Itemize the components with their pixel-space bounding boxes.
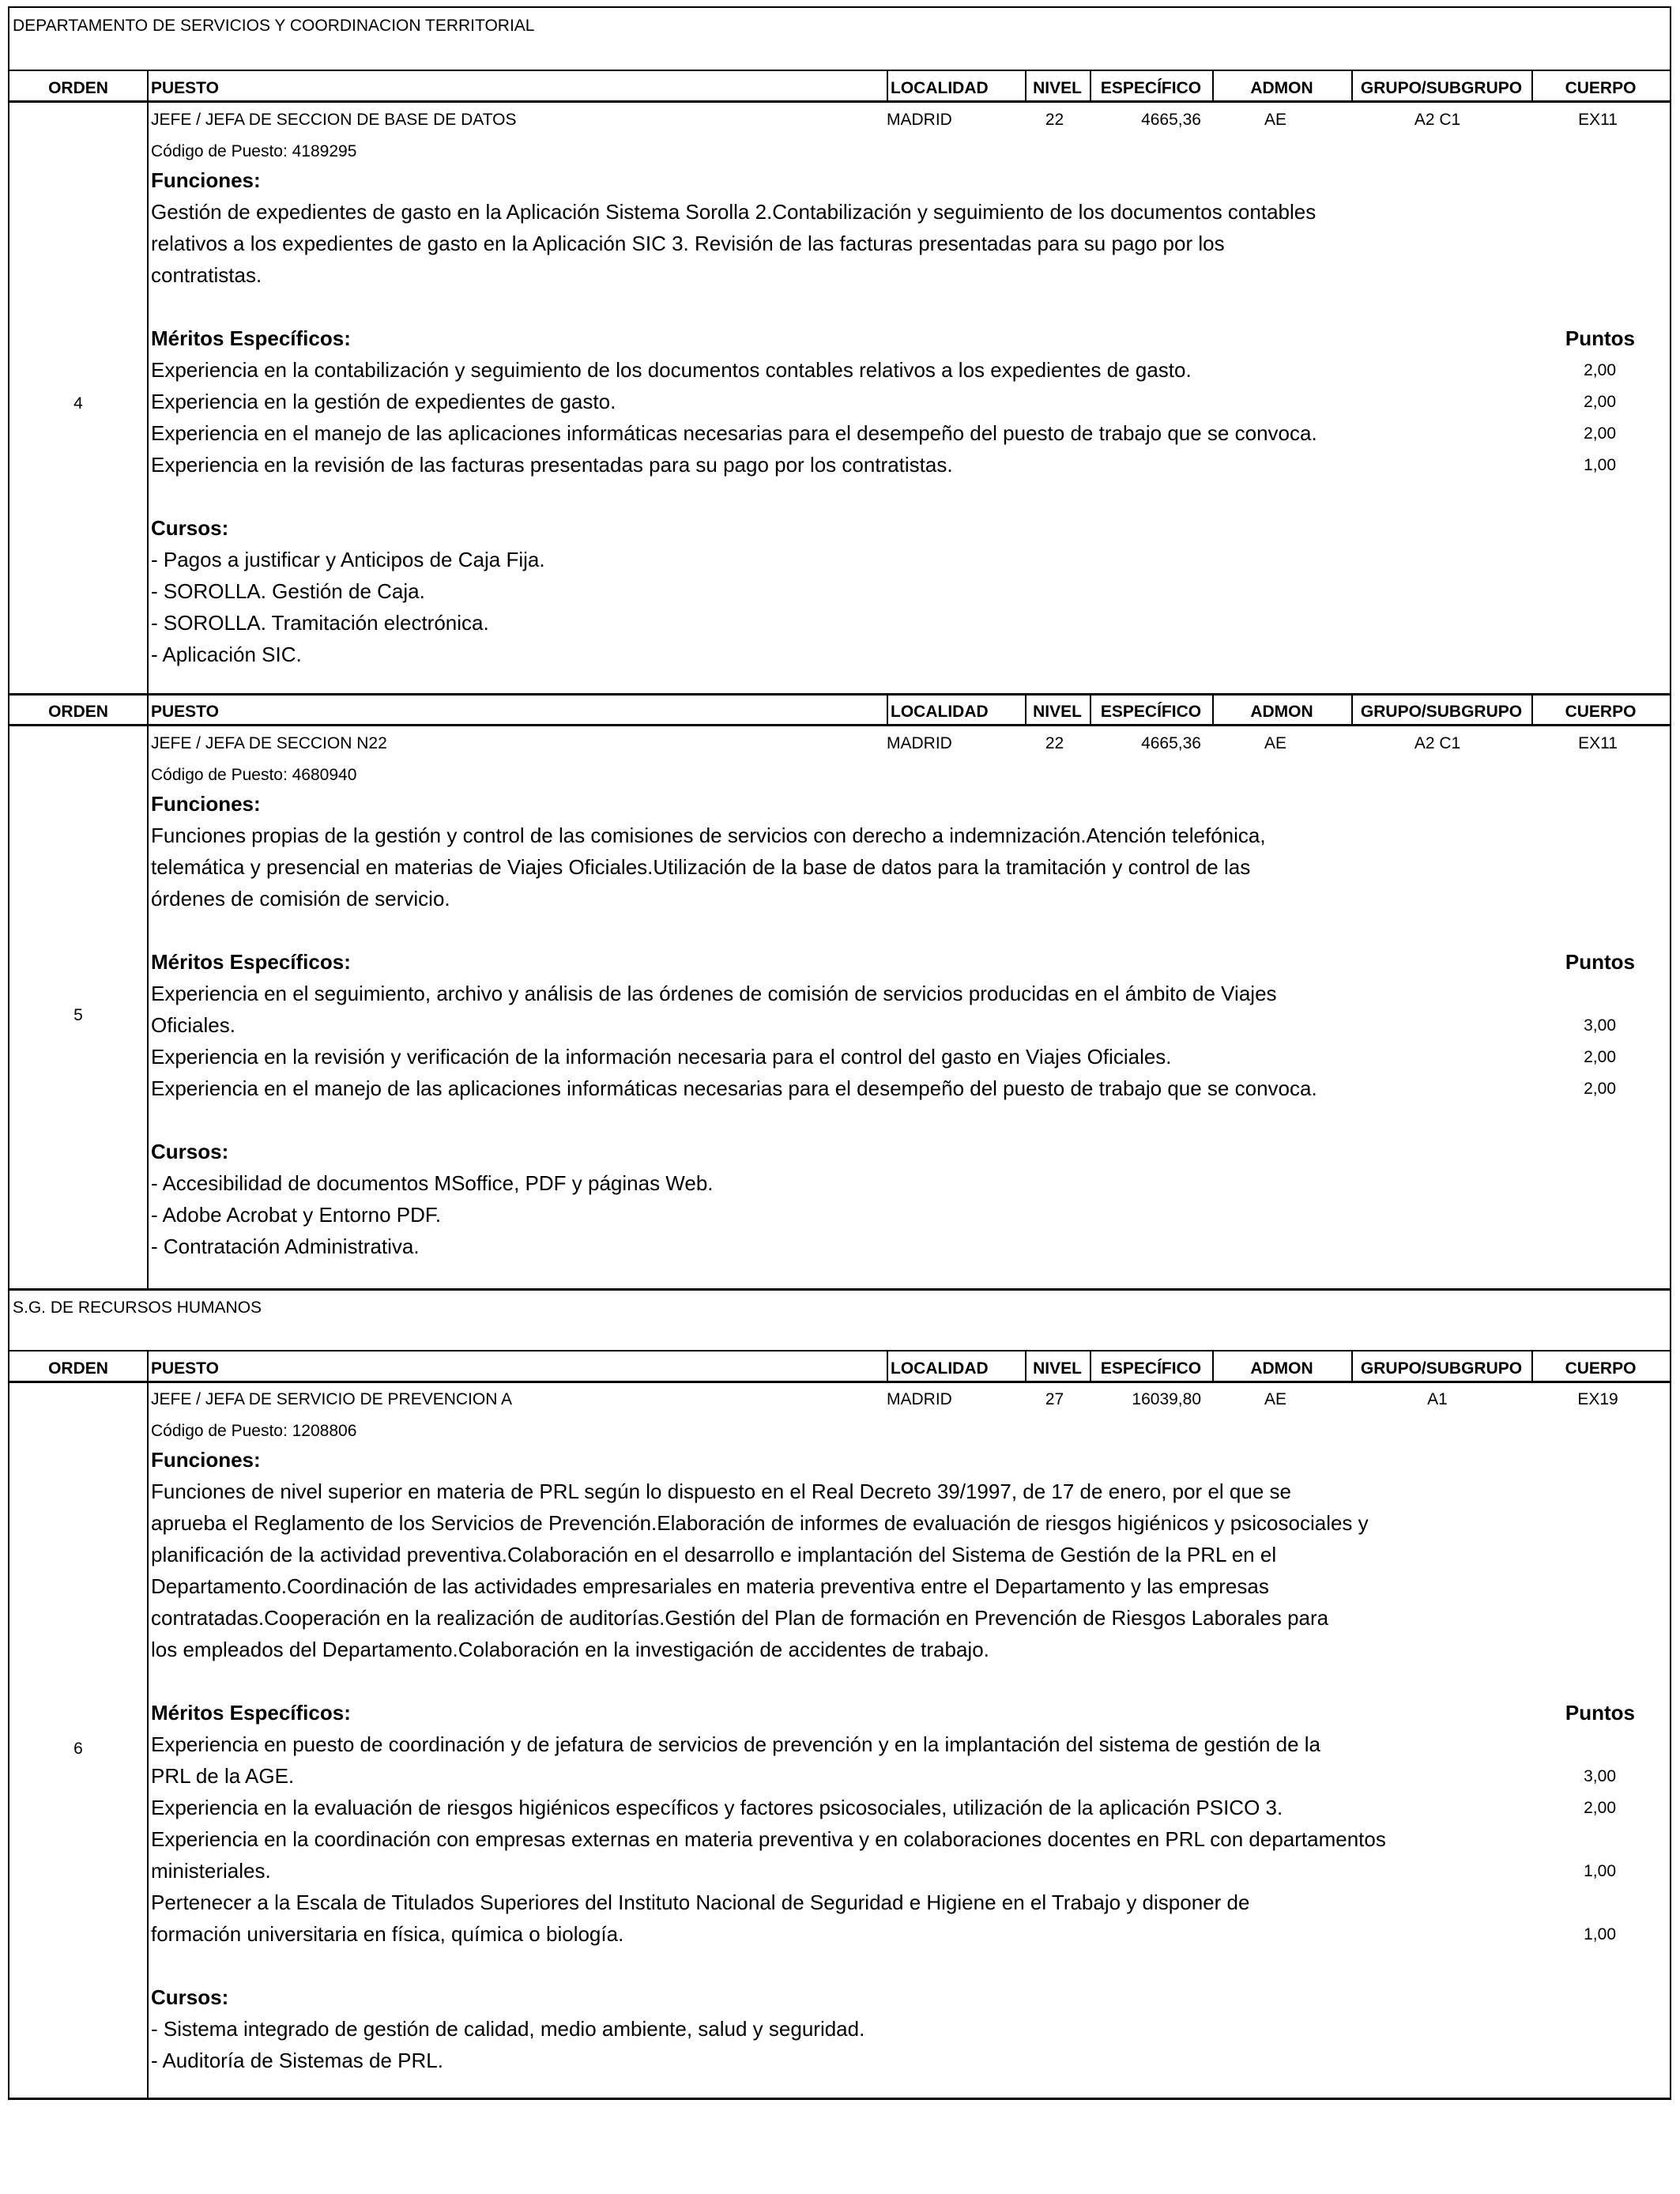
orden-divider bbox=[147, 693, 149, 1288]
curso-line: - SOROLLA. Tramitación electrónica. bbox=[151, 611, 489, 635]
header-grupo: GRUPO/SUBGRUPO bbox=[1360, 1359, 1523, 1378]
nivel-value: 22 bbox=[1045, 734, 1064, 752]
block-rule bbox=[8, 693, 1671, 696]
outer-border-bottom bbox=[8, 2098, 1671, 2100]
funciones-line: Gestión de expedientes de gasto en la Aplicación Sistema Sorolla 2.Contabilización y seguimiento de los documentos contables bbox=[151, 200, 1317, 224]
section-rule bbox=[8, 70, 1671, 71]
merito-line: Experiencia en puesto de coordinación y de jefatura de servicios de prevención y en la implantación del sistema de gestión de la bbox=[151, 1732, 1321, 1756]
funciones-line: Funciones de nivel superior en materia de PRL según lo dispuesto en el Real Decreto 39/1997, de 17 de enero, por el que se bbox=[151, 1480, 1291, 1503]
merito-puntos: 1,00 bbox=[1584, 1862, 1616, 1880]
puesto-value: JEFE / JEFA DE SECCION N22 bbox=[151, 734, 387, 752]
header-cuerpo: CUERPO bbox=[1565, 1359, 1637, 1378]
localidad-value: MADRID bbox=[887, 1390, 952, 1408]
header-especifico: ESPECÍFICO bbox=[1100, 703, 1202, 721]
puntos-label: Puntos bbox=[1565, 326, 1635, 350]
curso-line: - Sistema integrado de gestión de calidad, medio ambiente, salud y seguridad. bbox=[151, 2017, 865, 2041]
grupo-value: A2 C1 bbox=[1414, 111, 1461, 129]
header-especifico: ESPECÍFICO bbox=[1100, 79, 1202, 97]
header-orden: ORDEN bbox=[48, 1359, 108, 1378]
merito-puntos: 2,00 bbox=[1584, 361, 1616, 379]
curso-line: - Adobe Acrobat y Entorno PDF. bbox=[151, 1203, 442, 1227]
section-rule bbox=[8, 1288, 1671, 1291]
header-nivel: NIVEL bbox=[1033, 703, 1082, 721]
codigo-puesto: Código de Puesto: 4189295 bbox=[151, 142, 357, 160]
curso-line: - Pagos a justificar y Anticipos de Caja Fija. bbox=[151, 548, 545, 571]
header-puesto: PUESTO bbox=[151, 703, 219, 721]
merito-puntos: 1,00 bbox=[1584, 1925, 1616, 1943]
merito-puntos: 2,00 bbox=[1584, 1048, 1616, 1066]
curso-line: - SOROLLA. Gestión de Caja. bbox=[151, 579, 425, 603]
header-localidad: LOCALIDAD bbox=[891, 79, 989, 97]
merito-puntos: 1,00 bbox=[1584, 456, 1616, 474]
admon-value: AE bbox=[1264, 1390, 1286, 1408]
outer-border-top bbox=[8, 6, 1671, 8]
localidad-value: MADRID bbox=[887, 111, 952, 129]
orden-divider bbox=[147, 1350, 149, 2098]
funciones-label: Funciones: bbox=[151, 168, 261, 192]
header-orden: ORDEN bbox=[48, 79, 108, 97]
codigo-puesto: Código de Puesto: 4680940 bbox=[151, 766, 357, 784]
cuerpo-value: EX11 bbox=[1578, 734, 1618, 752]
header-cuerpo: CUERPO bbox=[1565, 703, 1637, 721]
puntos-label: Puntos bbox=[1565, 1701, 1635, 1725]
nivel-value: 27 bbox=[1045, 1390, 1064, 1408]
merito-line: Experiencia en el seguimiento, archivo y análisis de las órdenes de comisión de servicios producidas en el ámbito de Viajes bbox=[151, 982, 1277, 1005]
orden-value: 4 bbox=[73, 394, 83, 413]
header-rule bbox=[8, 724, 1671, 726]
merito-line: Experiencia en el manejo de las aplicaciones informáticas necesarias para el desempeño del puesto de trabajo que se convoca. bbox=[151, 421, 1317, 445]
header-orden: ORDEN bbox=[48, 703, 108, 721]
merito-line: Pertenecer a la Escala de Titulados Superiores del Instituto Nacional de Seguridad e Higiene en el Trabajo y disponer de bbox=[151, 1891, 1250, 1914]
localidad-value: MADRID bbox=[887, 734, 952, 752]
merito-line: Experiencia en la gestión de expedientes de gasto. bbox=[151, 390, 616, 413]
section-title: DEPARTAMENTO DE SERVICIOS Y COORDINACION TERRITORIAL bbox=[13, 17, 535, 35]
header-nivel: NIVEL bbox=[1033, 79, 1082, 97]
section-rule bbox=[8, 1350, 1671, 1351]
header-admon: ADMON bbox=[1250, 79, 1313, 97]
header-rule bbox=[8, 1381, 1671, 1383]
puntos-label: Puntos bbox=[1565, 950, 1635, 974]
header-admon: ADMON bbox=[1250, 1359, 1313, 1378]
cursos-label: Cursos: bbox=[151, 516, 229, 540]
merito-puntos: 2,00 bbox=[1584, 1799, 1616, 1817]
funciones-line: órdenes de comisión de servicio. bbox=[151, 887, 450, 910]
merito-puntos: 3,00 bbox=[1584, 1016, 1616, 1035]
header-puesto: PUESTO bbox=[151, 1359, 219, 1378]
grupo-value: A1 bbox=[1427, 1390, 1448, 1408]
merito-puntos: 3,00 bbox=[1584, 1767, 1616, 1785]
funciones-line: telemática y presencial en materias de Viajes Oficiales.Utilización de la base de datos para la tramitación y control de las bbox=[151, 855, 1251, 879]
merito-puntos: 2,00 bbox=[1584, 424, 1616, 443]
funciones-line: contratadas.Cooperación en la realización de auditorías.Gestión del Plan de formación en Prevención de Riesgos Laborales para bbox=[151, 1606, 1329, 1630]
merito-line: Experiencia en el manejo de las aplicaciones informáticas necesarias para el desempeño del puesto de trabajo que se convoca. bbox=[151, 1076, 1317, 1100]
cuerpo-value: EX11 bbox=[1578, 111, 1618, 129]
header-nivel: NIVEL bbox=[1033, 1359, 1082, 1378]
admon-value: AE bbox=[1264, 734, 1286, 752]
merito-line: Oficiales. bbox=[151, 1013, 235, 1037]
header-grupo: GRUPO/SUBGRUPO bbox=[1360, 703, 1523, 721]
curso-line: - Auditoría de Sistemas de PRL. bbox=[151, 2049, 443, 2072]
merito-line: Experiencia en la evaluación de riesgos higiénicos específicos y factores psicosociales, utilización de la aplicación PSICO 3. bbox=[151, 1796, 1283, 1819]
merito-line: Experiencia en la revisión de las facturas presentadas para su pago por los contratistas. bbox=[151, 453, 953, 477]
funciones-line: los empleados del Departamento.Colaboración en la investigación de accidentes de trabajo. bbox=[151, 1638, 989, 1661]
funciones-line: Funciones propias de la gestión y control de las comisiones de servicios con derecho a indemnización.Atención telefónica, bbox=[151, 824, 1266, 847]
merito-line: Experiencia en la coordinación con empresas externas en materia preventiva y en colaboraciones docentes en PRL con departamentos bbox=[151, 1827, 1386, 1851]
section-title: S.G. DE RECURSOS HUMANOS bbox=[13, 1299, 262, 1317]
merito-line: Experiencia en la contabilización y seguimiento de los documentos contables relativos a los expedientes de gasto. bbox=[151, 358, 1192, 382]
header-localidad: LOCALIDAD bbox=[891, 1359, 989, 1378]
cuerpo-value: EX19 bbox=[1577, 1390, 1618, 1408]
grupo-value: A2 C1 bbox=[1414, 734, 1461, 752]
orden-value: 5 bbox=[73, 1006, 83, 1024]
header-column-divider bbox=[887, 70, 888, 103]
header-admon: ADMON bbox=[1250, 703, 1313, 721]
codigo-puesto: Código de Puesto: 1208806 bbox=[151, 1422, 357, 1440]
curso-line: - Accesibilidad de documentos MSoffice, PDF y páginas Web. bbox=[151, 1171, 714, 1195]
meritos-label: Méritos Específicos: bbox=[151, 1701, 351, 1725]
curso-line: - Contratación Administrativa. bbox=[151, 1235, 420, 1258]
header-rule bbox=[8, 100, 1671, 103]
outer-border-left bbox=[8, 6, 9, 2098]
outer-border-right bbox=[1670, 6, 1671, 2098]
curso-line: - Aplicación SIC. bbox=[151, 643, 302, 666]
especifico-value: 16039,80 bbox=[1132, 1390, 1201, 1408]
header-grupo: GRUPO/SUBGRUPO bbox=[1360, 79, 1523, 97]
orden-divider bbox=[147, 70, 149, 693]
meritos-label: Méritos Específicos: bbox=[151, 950, 351, 974]
admon-value: AE bbox=[1264, 111, 1286, 129]
especifico-value: 4665,36 bbox=[1141, 734, 1201, 752]
funciones-label: Funciones: bbox=[151, 792, 261, 816]
merito-line: Experiencia en la revisión y verificación de la información necesaria para el control del gasto en Viajes Oficiales. bbox=[151, 1045, 1172, 1069]
funciones-line: contratistas. bbox=[151, 263, 262, 287]
funciones-line: planificación de la actividad preventiva.Colaboración en el desarrollo e implantación del Sistema de Gestión de la PRL en el bbox=[151, 1543, 1277, 1566]
header-puesto: PUESTO bbox=[151, 79, 219, 97]
merito-line: ministeriales. bbox=[151, 1859, 271, 1883]
funciones-line: Departamento.Coordinación de las actividades empresariales en materia preventiva entre el Departamento y las empresas bbox=[151, 1574, 1269, 1598]
header-column-divider bbox=[887, 693, 888, 726]
funciones-line: relativos a los expedientes de gasto en la Aplicación SIC 3. Revisión de las facturas presentadas para su pago por los bbox=[151, 232, 1225, 255]
puesto-value: JEFE / JEFA DE SECCION DE BASE DE DATOS bbox=[151, 111, 517, 129]
header-cuerpo: CUERPO bbox=[1565, 79, 1637, 97]
especifico-value: 4665,36 bbox=[1141, 111, 1201, 129]
nivel-value: 22 bbox=[1045, 111, 1064, 129]
cursos-label: Cursos: bbox=[151, 1140, 229, 1163]
funciones-label: Funciones: bbox=[151, 1448, 261, 1472]
meritos-label: Méritos Específicos: bbox=[151, 326, 351, 350]
merito-puntos: 2,00 bbox=[1584, 393, 1616, 411]
puesto-value: JEFE / JEFA DE SERVICIO DE PREVENCION A bbox=[151, 1390, 513, 1408]
header-column-divider bbox=[887, 1350, 888, 1383]
header-localidad: LOCALIDAD bbox=[891, 703, 989, 721]
orden-value: 6 bbox=[73, 1740, 83, 1758]
merito-puntos: 2,00 bbox=[1584, 1080, 1616, 1098]
cursos-label: Cursos: bbox=[151, 1985, 229, 2009]
funciones-line: aprueba el Reglamento de los Servicios de Prevención.Elaboración de informes de evaluación de riesgos higiénicos y psicosociales y bbox=[151, 1511, 1369, 1535]
merito-line: formación universitaria en física, química o biología. bbox=[151, 1922, 624, 1946]
merito-line: PRL de la AGE. bbox=[151, 1764, 295, 1788]
header-especifico: ESPECÍFICO bbox=[1100, 1359, 1202, 1378]
